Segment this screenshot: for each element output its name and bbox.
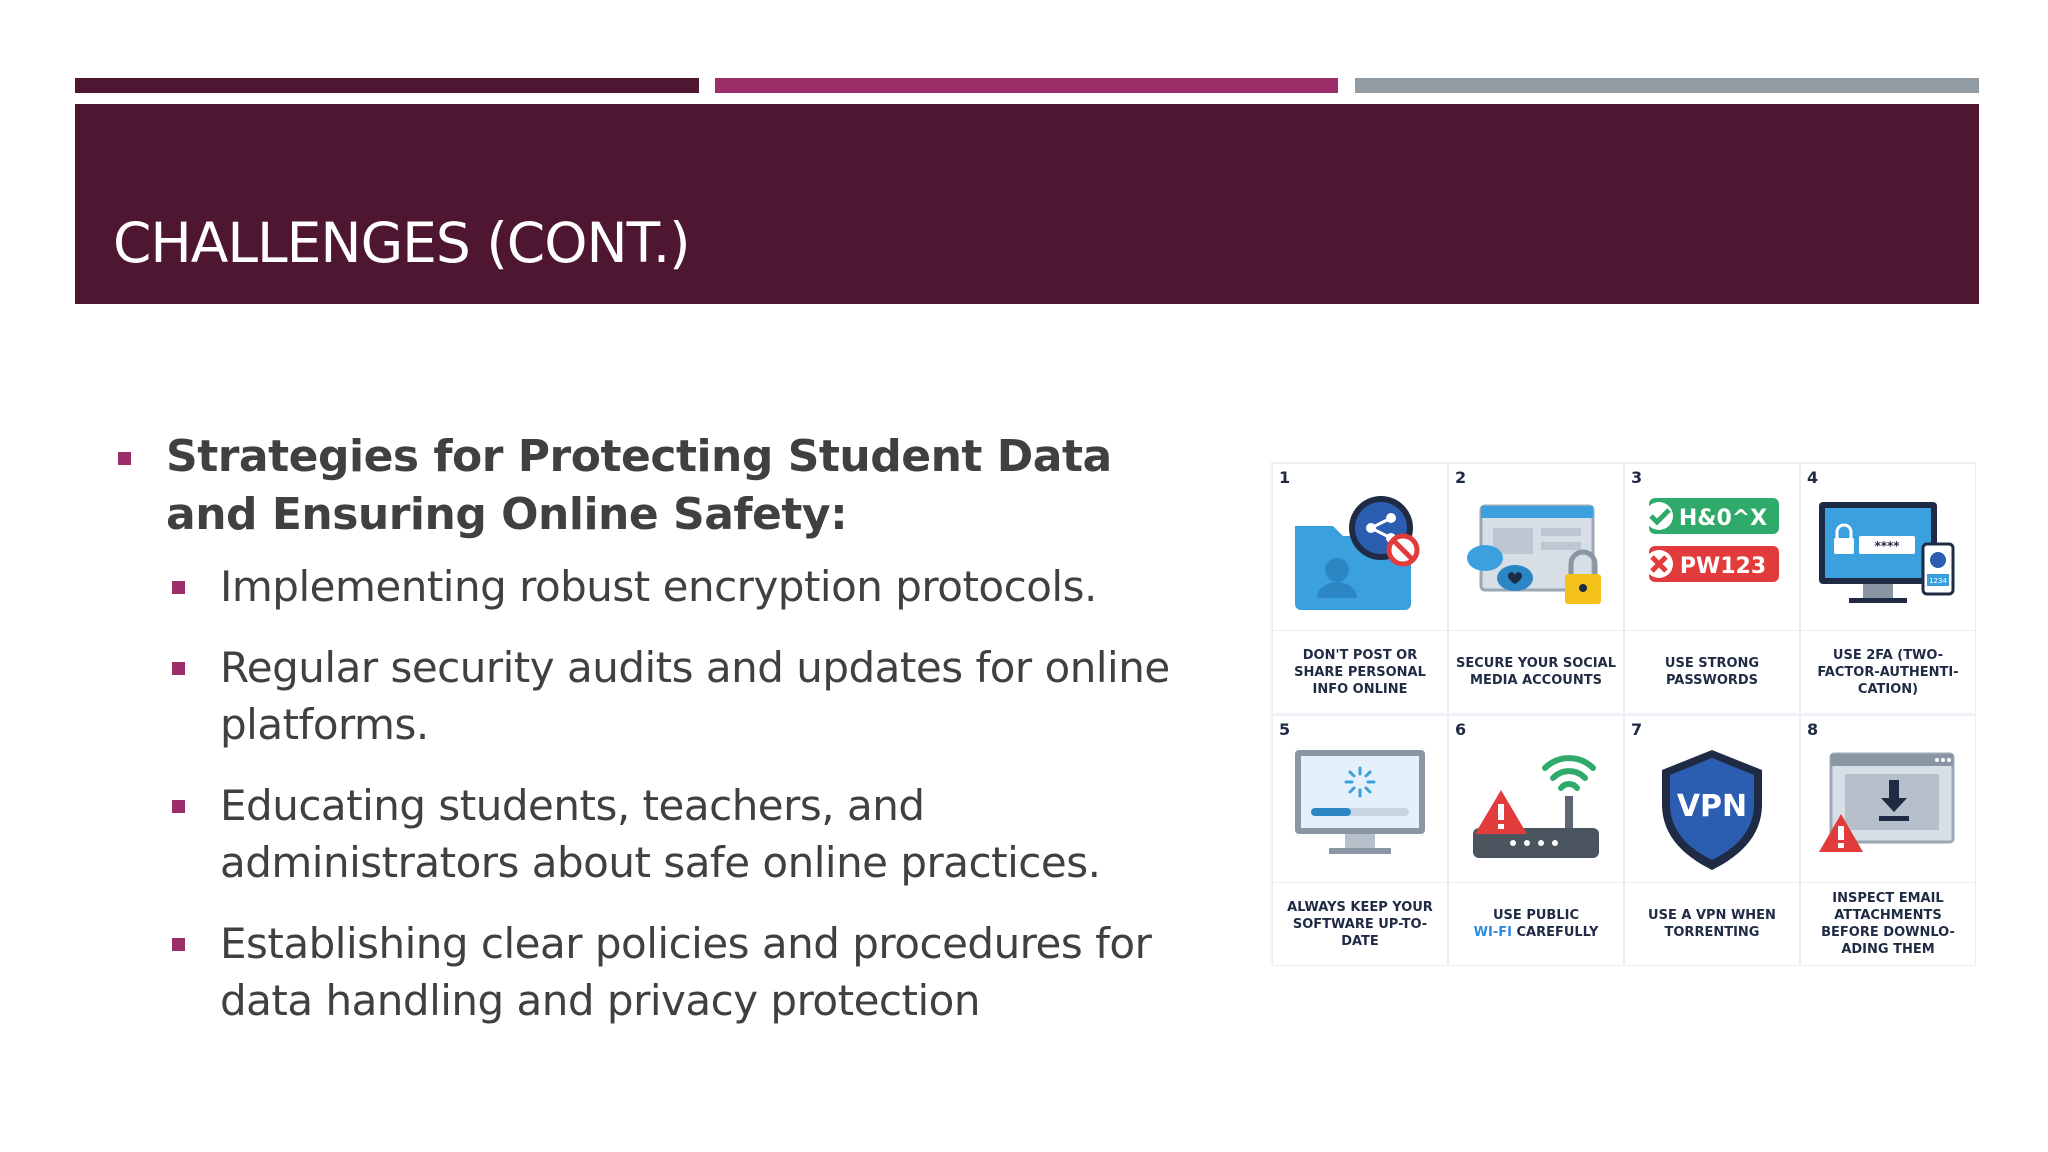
folder-share-icon xyxy=(1277,488,1443,624)
tile-number: 4 xyxy=(1807,468,1819,487)
tile-caption: USE A VPN WHEN TORRENTING xyxy=(1648,908,1776,940)
email-download-icon xyxy=(1805,740,1971,876)
infographic-tile xyxy=(1800,463,1976,714)
tile-number: 3 xyxy=(1631,468,1643,487)
vpn-text: VPN xyxy=(1676,789,1748,824)
accent-stripe-dark xyxy=(75,78,699,93)
infographic-tile xyxy=(1272,715,1448,966)
phone-code-text: 1234 xyxy=(1929,577,1947,585)
sub-bullet xyxy=(114,639,1194,753)
main-bullet xyxy=(114,428,1194,544)
infographic-tile xyxy=(1272,463,1448,714)
social-lock-icon xyxy=(1453,488,1619,624)
sub-bullet-marker xyxy=(172,800,185,813)
tile-caption: USE STRONG PASSWORDS xyxy=(1664,656,1760,688)
tile-number: 1 xyxy=(1279,468,1291,487)
sub-bullet-list xyxy=(114,558,1194,1029)
sub-bullet-marker xyxy=(172,581,185,594)
update-monitor-icon xyxy=(1277,740,1443,876)
sub-bullet xyxy=(114,915,1194,1029)
accent-stripe-magenta xyxy=(715,78,1338,93)
vpn-shield-icon xyxy=(1629,740,1795,876)
tile-caption: USE PUBLIC WI-FI CAREFULLY xyxy=(1473,908,1599,940)
good-password-text: H&0^X xyxy=(1678,506,1768,531)
tile-caption: ALWAYS KEEP YOUR SOFTWARE UP-TO-DATE xyxy=(1287,899,1433,949)
main-bullet-text: Strategies for Protecting Student Data and Ensuring Online Safety: xyxy=(166,431,1112,540)
two-factor-icon xyxy=(1805,488,1971,624)
tile-number: 6 xyxy=(1455,720,1467,739)
sub-bullet-marker xyxy=(172,662,185,675)
wifi-router-icon xyxy=(1453,740,1619,876)
title-bar xyxy=(75,104,1979,304)
infographic-tile xyxy=(1624,715,1800,966)
sub-bullet-text: Educating students, teachers, and administrators about safe online practices. xyxy=(220,781,1101,887)
accent-stripe-gray xyxy=(1355,78,1979,93)
infographic-tile xyxy=(1800,715,1976,966)
infographic-tile xyxy=(1448,463,1624,714)
infographic-tile xyxy=(1624,463,1800,714)
content-body xyxy=(114,428,1194,1053)
tile-number: 7 xyxy=(1631,720,1643,739)
tile-caption: SECURE YOUR SOCIAL MEDIA ACCOUNTS xyxy=(1456,656,1616,688)
masked-password-text: **** xyxy=(1874,539,1900,553)
sub-bullet xyxy=(114,558,1194,615)
password-icon xyxy=(1629,488,1795,624)
tile-number: 5 xyxy=(1279,720,1291,739)
bullet-marker xyxy=(118,452,131,465)
sub-bullet-text: Regular security audits and updates for online platforms. xyxy=(220,643,1170,749)
online-safety-infographic xyxy=(1270,462,1976,966)
infographic-tile xyxy=(1448,715,1624,966)
tile-caption: INSPECT EMAIL ATTACHMENTS BEFORE DOWNLO-ADING THEM xyxy=(1821,891,1955,957)
sub-bullet-marker xyxy=(172,938,185,951)
bad-password-text: PW123 xyxy=(1679,554,1767,579)
tile-caption: USE 2FA (TWO-FACTOR-AUTHENTI-CATION) xyxy=(1817,647,1959,697)
sub-bullet-text: Implementing robust encryption protocols. xyxy=(220,562,1097,611)
tile-caption: DON'T POST OR SHARE PERSONAL INFO ONLINE xyxy=(1294,647,1426,697)
sub-bullet xyxy=(114,777,1194,891)
sub-bullet-text: Establishing clear policies and procedures for data handling and privacy protection xyxy=(220,919,1152,1025)
slide-title: CHALLENGES (CONT.) xyxy=(113,211,690,275)
tile-number: 8 xyxy=(1807,720,1819,739)
tile-number: 2 xyxy=(1455,468,1467,487)
